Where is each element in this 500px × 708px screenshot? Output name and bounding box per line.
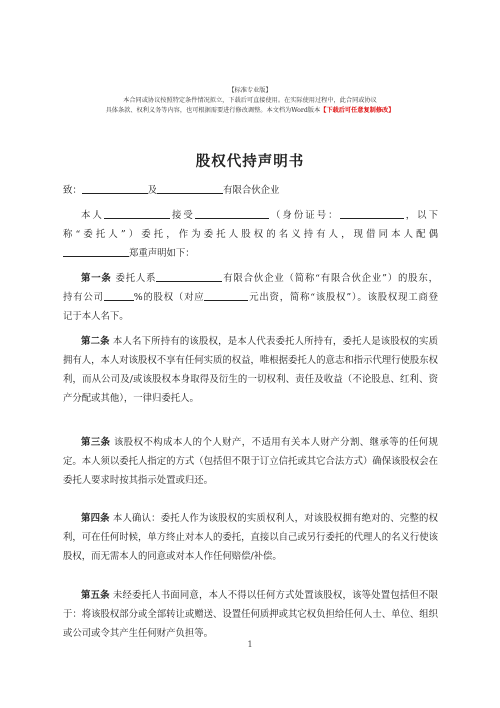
- salutation-mid: 及: [147, 185, 158, 196]
- clause-4-label: 第四条: [81, 513, 110, 524]
- intro-b: 接受: [169, 210, 195, 221]
- intro-d: ，以下: [403, 210, 438, 221]
- clause-5-text: 未经委托人书面同意，本人不得以任何方式处置该股权，该等处置包括但不限于：将该股权部分或全部转让或赠送、设置任何质押或其它权负担给任何人士、单位、组织或公司或令其产生任何财产负担等。: [63, 590, 439, 639]
- intro-line3-text: 郑重声明如下：: [129, 248, 195, 259]
- salutation-prefix: 致：: [63, 185, 82, 196]
- clause-1-label: 第一条: [81, 273, 112, 284]
- clause-1-a: 委托人系: [115, 273, 157, 284]
- clause-3: [63, 433, 438, 490]
- blank-recipient-2: [157, 183, 223, 194]
- intro-line-2: 称“委托人”）委托，作为委托人股权的名义持有人，现借同本人配偶: [63, 229, 438, 240]
- page-number: 1: [247, 640, 253, 649]
- intro-c: （身份证号：: [268, 210, 340, 221]
- clause-1-line-3: 记于本人名下。: [63, 311, 129, 322]
- blank-spouse-name: [63, 246, 129, 257]
- intro-a: 本人: [81, 210, 104, 221]
- clause-1-e: 元出资，简称“该股权”）。该股权现工商登: [248, 292, 438, 303]
- clause-1-d: %的股权（对应: [133, 292, 205, 303]
- clause-1-c: 持有公司: [63, 292, 104, 303]
- blank-recipient-1: [82, 183, 148, 194]
- blank-id-number: [340, 208, 404, 219]
- clause-4: [63, 509, 438, 566]
- clause-1-b: 有限合伙企业（简称“有限合伙企业”）的股东，: [222, 273, 438, 284]
- clause-3-label: 第三条: [81, 437, 111, 448]
- blank-percentage: [104, 290, 134, 301]
- clause-2-text: 本人名下所持有的该股权，是本人代表委托人所持有，委托人是该股权的实质拥有人，本人对该股权不享有任何实质的权益，唯根据委托人的意志和指示代理行使股东权利，而从公司及/或该股权本身取得及衍生的一切权利、责任及收益（不论股息、红利、资产分配或其他），一律归委托人。: [63, 336, 439, 404]
- header-download-note: 【下载后可任意复制修改】: [320, 107, 395, 114]
- salutation-suffix: 有限合伙企业: [223, 185, 280, 196]
- blank-capital-amount: [204, 290, 248, 301]
- clause-2-label: 第二条: [81, 336, 110, 347]
- intro-line-1: [81, 206, 438, 225]
- header-usage-note-2: [0, 106, 500, 116]
- clause-4-text: 本人确认：委托人作为该股权的实质权利人，对该股权拥有绝对的、完整的权利，可在任何时候，单方终止对本人的委托，直接以自己或另行委托的代理人的名义行使该股权，而无需本人的同意或对本人作任何赔偿/补偿。: [63, 513, 439, 562]
- clause-1-line-1: [81, 269, 438, 288]
- clause-5-label: 第五条: [81, 590, 110, 601]
- blank-holder-name: [104, 208, 170, 219]
- header-usage-note: 本合同或协议按照特定条件情况拟立，下载后可直接使用。在实际使用过程中，此合同或协议: [123, 97, 377, 104]
- blank-partnership-name: [156, 271, 222, 282]
- clause-2: [63, 332, 438, 408]
- salutation: [63, 181, 438, 200]
- intro-line-3: [63, 244, 438, 263]
- clause-5: [63, 586, 438, 643]
- clause-3-text: 该股权不构成本人的个人财产，不适用有关本人财产分割、继承等的任何规定。本人须以委托人指定的方式（包括但不限于订立信托或其它合法方式）确保该股权会在委托人要求时按其指示处置或归还。: [63, 437, 439, 486]
- blank-principal-name: [195, 208, 269, 219]
- clause-1-line-2: [63, 288, 438, 307]
- header-edition-note: 【标准专业版】: [228, 87, 272, 94]
- page-title: 股权代持声明书: [195, 153, 305, 170]
- header-usage-text: 具体条款、权利义务等内容，也可根据需要进行修改调整。本文档为Word版本: [105, 107, 321, 114]
